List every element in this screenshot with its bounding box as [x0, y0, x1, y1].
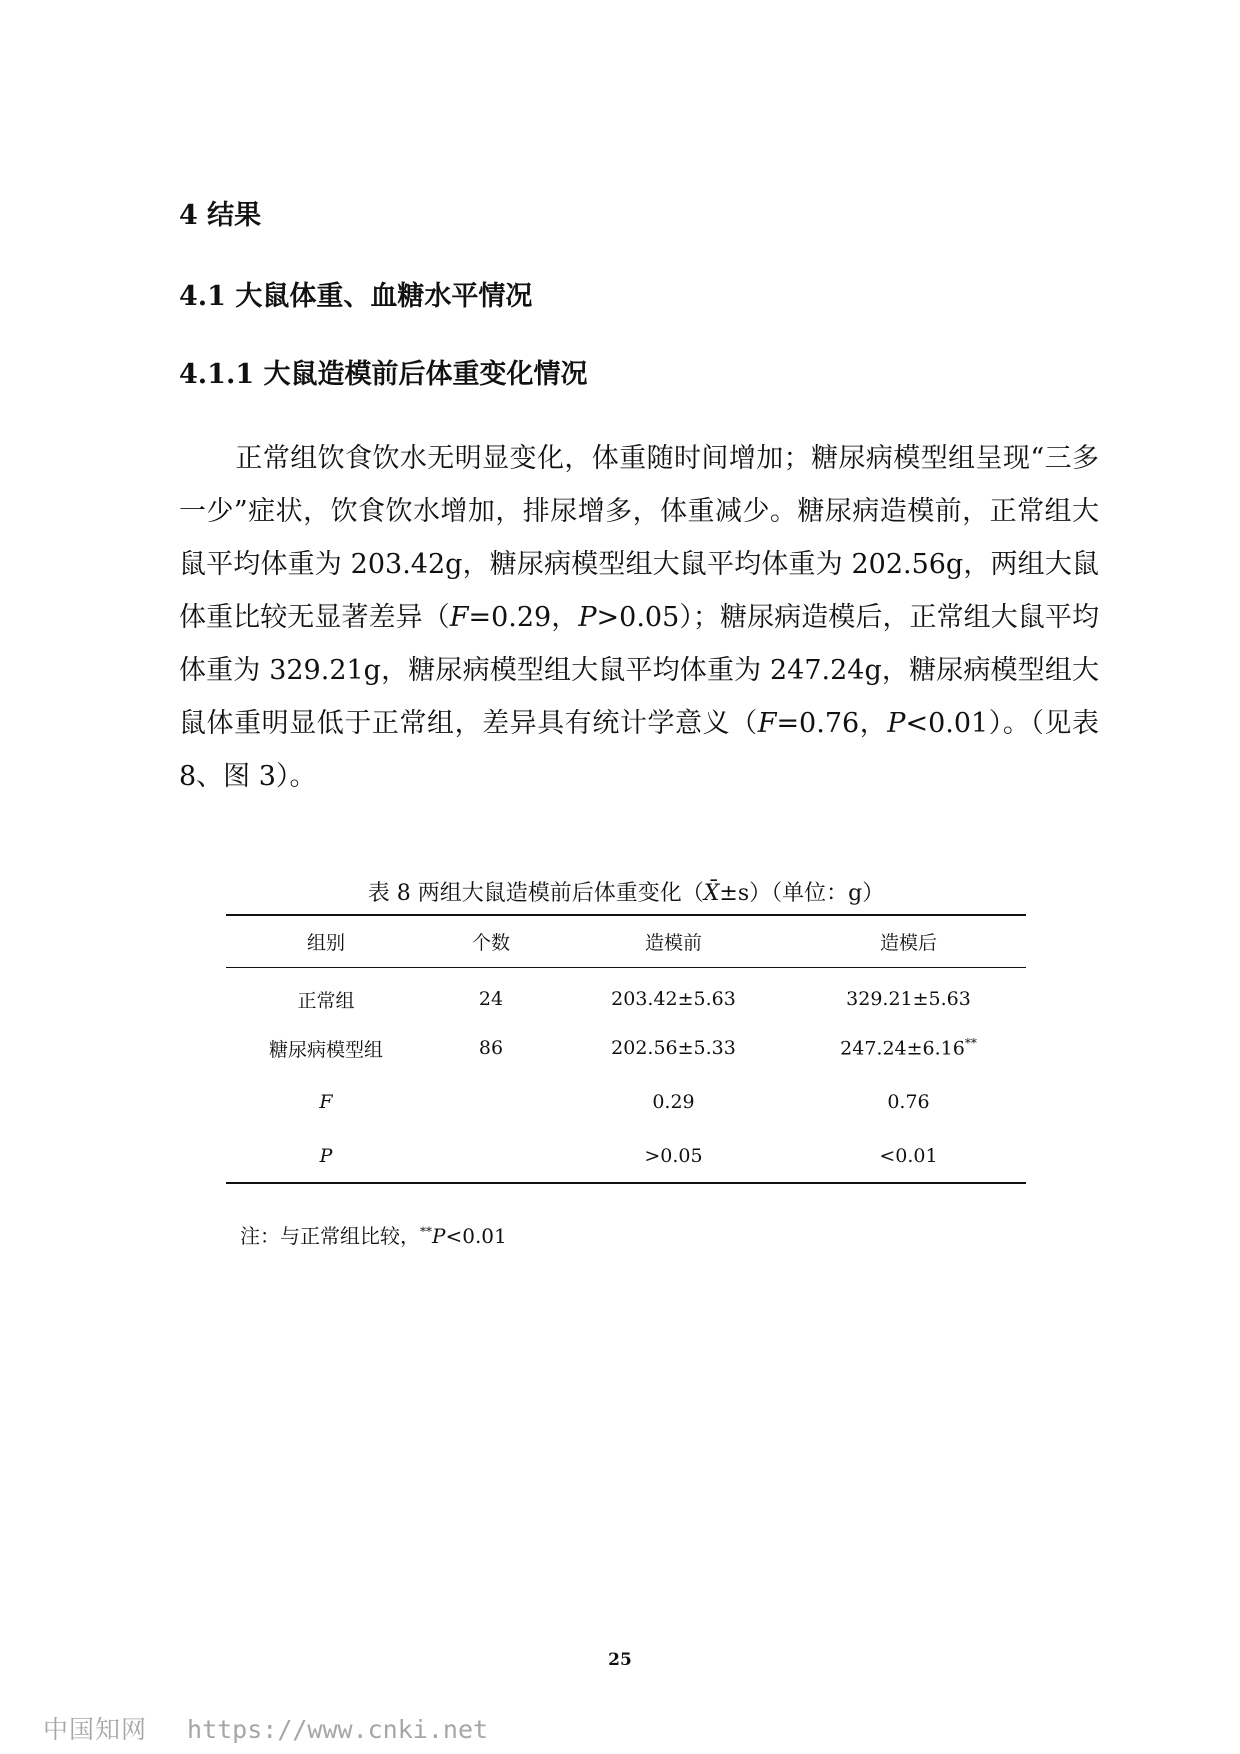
table-cell: 202.56±5.33	[611, 1037, 736, 1059]
stat-symbol-p: P	[887, 708, 906, 739]
paragraph-text: 正常组饮食饮水无明显变化，体重随时间增加；糖尿病模型组呈现“三多一少”症状，饮食饮水增加，排尿增多，体重减少。糖尿病造模前，正常组大鼠平均体重为 203.42g，糖尿病模型组大鼠平均体重为 202.56g，两组大鼠体重比较无显著差异（	[179, 443, 1099, 633]
significance-mark: **	[964, 1036, 977, 1051]
table-cell: 正常组	[297, 989, 355, 1012]
table-note: 注：与正常组比较，**P<0.01	[240, 1224, 507, 1248]
table-cell	[426, 1129, 556, 1183]
table-caption: 表 8 两组大鼠造模前后体重变化（X̄±s）（单位：g）	[367, 881, 885, 906]
paragraph-text: =0.76，	[776, 708, 888, 739]
significance-mark: **	[420, 1224, 432, 1239]
column-header: 造模前	[644, 931, 702, 954]
paragraph-text: =0.29，	[468, 602, 579, 633]
table-cell: 86	[478, 1037, 504, 1059]
cnki-watermark	[43, 1710, 488, 1746]
table-cell: 203.42±5.63	[611, 988, 736, 1011]
table-cell: <0.01	[879, 1144, 938, 1167]
table-cell: F	[319, 1091, 333, 1113]
table-cell: P	[319, 1144, 333, 1167]
table-cell: 0.29	[652, 1091, 695, 1113]
table-cell: 247.24±6.16**	[840, 1036, 977, 1060]
watermark-url: https://www.cnki.net	[187, 1715, 489, 1744]
table-row	[226, 1129, 1026, 1183]
table-cell: 0.76	[887, 1091, 930, 1113]
table-cell: 329.21±5.63	[846, 988, 971, 1011]
table-row	[226, 967, 1026, 1021]
table-cell	[426, 1075, 556, 1129]
table-row	[226, 1021, 1026, 1075]
page-number: 25	[608, 1650, 632, 1670]
section-heading-4-1-1: 4.1.1 大鼠造模前后体重变化情况	[179, 359, 588, 390]
watermark-logo: 中国知网	[43, 1715, 148, 1744]
table-cell: 糖尿病模型组	[268, 1038, 383, 1061]
column-header: 造模后	[879, 931, 937, 954]
stat-symbol-p: P	[578, 602, 597, 633]
table-cell: >0.05	[644, 1144, 703, 1167]
section-heading-4-1: 4.1 大鼠体重、血糖水平情况	[179, 281, 533, 312]
section-heading-4: 4 结果	[179, 200, 262, 231]
paragraph-text: >0.05）；糖尿病造模后，正常组大鼠平均体重为 329.21g，糖尿病模型组大鼠平均体重为 247.24g，糖尿病模型组大鼠体重明显低于正常组，差异具有统计学意义（	[179, 602, 1099, 739]
weight-table	[226, 914, 1026, 1184]
table-row	[226, 1075, 1026, 1129]
table-header-row	[226, 915, 1026, 967]
column-header: 个数	[471, 931, 510, 954]
table-cell: 24	[478, 988, 504, 1011]
column-header: 组别	[306, 931, 345, 954]
body-paragraph	[179, 432, 1099, 803]
stat-symbol-f: F	[757, 708, 777, 739]
paragraph-text: <0.01）。（见表 8、图 3）。	[179, 708, 1099, 792]
stat-symbol-f: F	[449, 602, 469, 633]
